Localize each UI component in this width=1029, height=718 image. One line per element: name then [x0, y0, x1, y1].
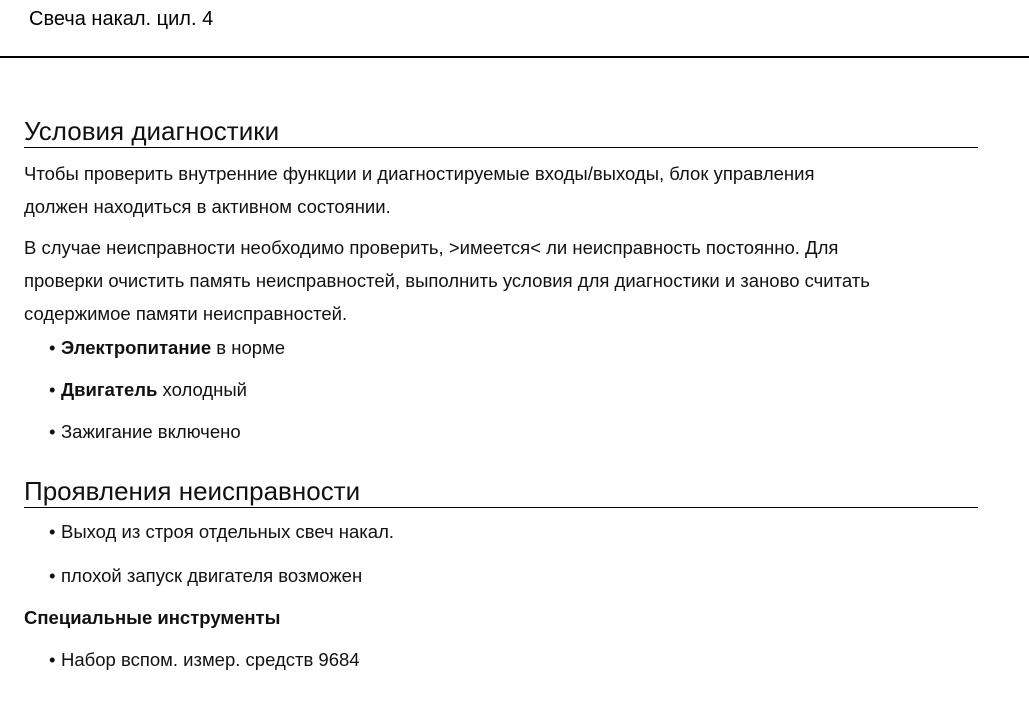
subheading-special-tools: Специальные инструменты [24, 607, 281, 628]
page-title: Свеча накал. цил. 4 [29, 8, 214, 30]
bullet-icon: • [49, 649, 56, 670]
diagnostic-paragraph-2-line-1: В случае неисправности необходимо проверить, >имеется< ли неисправность постоянно. Для [24, 237, 839, 258]
list-item-text: плохой запуск двигателя возможен [61, 565, 363, 586]
diagnostic-paragraph-1 [24, 157, 978, 223]
fault-symptoms-list [24, 520, 978, 588]
bullet-icon: • [49, 379, 56, 400]
list-item-tool-set [49, 648, 978, 672]
list-item-text: Набор вспом. измер. средств 9684 [61, 649, 360, 670]
document-content [24, 116, 978, 690]
list-item-text: холодный [157, 379, 247, 400]
bullet-icon: • [49, 421, 56, 442]
bullet-icon: • [49, 521, 56, 542]
list-item-engine [49, 378, 978, 402]
list-item-bold: Двигатель [61, 379, 158, 400]
page-header [0, 0, 1029, 58]
diagnostic-paragraph-2-line-3: содержимое памяти неисправностей. [24, 303, 348, 324]
diagnostic-conditions-list [24, 336, 978, 444]
section-heading-fault-symptoms: Проявления неисправности [24, 476, 978, 508]
list-item-power-supply [49, 336, 978, 360]
special-tools-list [24, 648, 978, 672]
diagnostic-paragraph-2-line-2: проверки очистить память неисправностей, выполнить условия для диагностики и заново считать [24, 270, 870, 291]
list-item-bold: Электропитание [61, 337, 212, 358]
list-item-glow-plug-failure [49, 520, 978, 544]
bullet-icon: • [49, 337, 56, 358]
list-item-text: Зажигание включено [61, 421, 241, 442]
diagnostic-paragraph-1-line-1: Чтобы проверить внутренние функции и диагностируемые входы/выходы, блок управления [24, 163, 815, 184]
bullet-icon: • [49, 565, 56, 586]
diagnostic-paragraph-2 [24, 231, 978, 330]
list-item-poor-start [49, 564, 978, 588]
list-item-ignition [49, 420, 978, 444]
diagnostic-paragraph-1-line-2: должен находиться в активном состоянии. [24, 196, 391, 217]
list-item-text: в норме [211, 337, 286, 358]
list-item-text: Выход из строя отдельных свеч накал. [61, 521, 395, 542]
section-heading-diagnostic-conditions: Условия диагностики [24, 116, 978, 148]
